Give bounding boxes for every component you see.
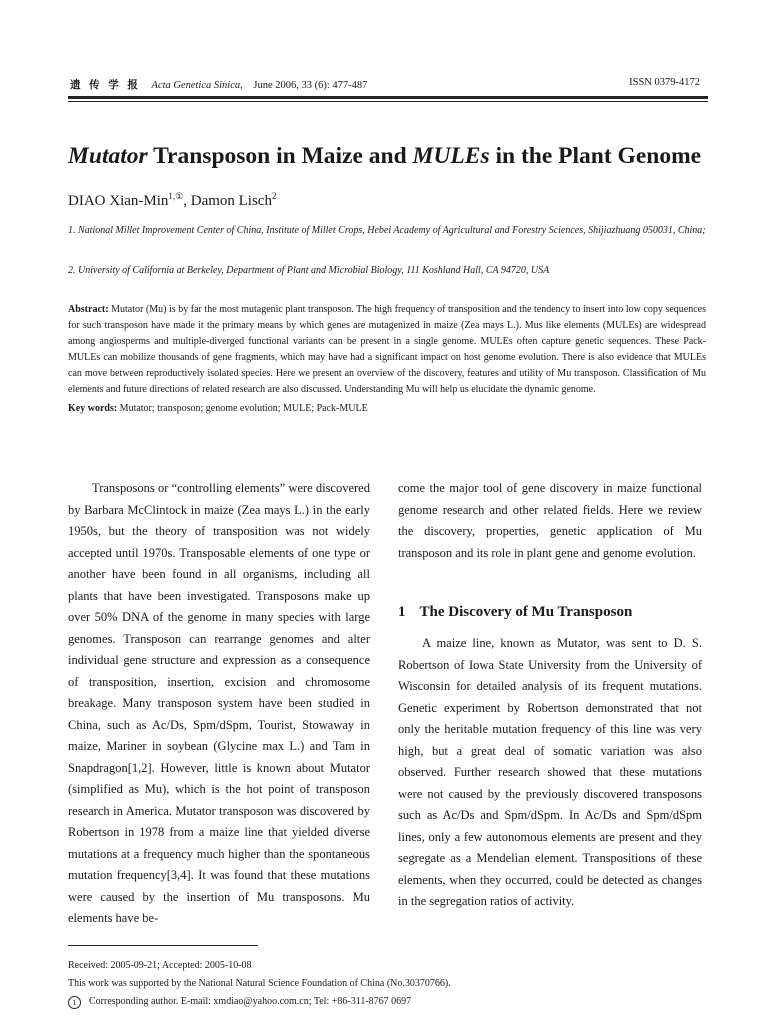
abstract-label: Abstract:	[68, 304, 109, 315]
section-paragraph: A maize line, known as Mutator, was sent to D. S. Robertson of Iowa State University from the University of Wisconsin for detailed analysis of its frequent mutations. Genetic experiment by Robertson demonstrated that not only the heritable mutation frequency of this line was very high, but a great deal of somatic variation was also observed. Further research showed that these mutations were not caused by the previously discovered transposons such as Ac/Ds and Spm/dSpm. In Ac/Ds and Spm/dSpm lines, only a few autonomous elements are present and they segregate as a Mendelian element. Transpositions of these elements, when they occurred, could be detected as changes in the segregation ratios of activity.	[398, 636, 702, 908]
author-affiliation-marker: 1,①	[168, 191, 184, 201]
footnote-marker: 1	[68, 996, 81, 1009]
author-name: Damon Lisch	[190, 193, 272, 209]
body-left-column: Transposons or “controlling elements” were discovered by Barbara McClintock in maize (Zea mays L.) in the early 1950s, but the theory of transposition was not widely accepted until 1970s. Transposable elements of one type or another have been found in all organisms, including all plants that have been investigated. Transposons make up over 50% DNA of the genome in many species with large genomes. Transposon can rearrange genomes and alter individual gene structure and expression as a consequence of transposition, insertion, excision and chromosome breakage. Many transposon system have been studied in China, such as Ac/Ds, Spm/dSpm, Tourist, Stowaway in maize, Mariner in soybean (Glycine max L.) and Tam in Snapdragon[1,2]. However, little is known about Mutator (simplified as Mu), which is the hot point of transposon research in America. Mutator transposon was discovered by Robertson in 1978 from a maize line that yielded diverse mutations at a frequency much higher than the spontaneous mutation frequency[3,4]. It was found that these mutations were caused by the insertion of Mu transposons. Mu elements have be-	[68, 481, 370, 925]
funding-note: This work was supported by the National Natural Science Foundation of China (No.30370766).	[68, 978, 451, 989]
issue-info: June 2006, 33 (6): 477-487	[253, 80, 368, 91]
section-heading	[398, 604, 632, 621]
header-rule-thin	[68, 101, 708, 102]
author-list: DIAO Xian-Min$^{1,①}$, Damon Lisch$^2$	[68, 191, 277, 209]
journal-name-chinese: 遗 传 学 报	[70, 80, 141, 91]
abstract	[68, 302, 706, 399]
running-header	[70, 77, 367, 92]
section-title: The Discovery of Mu Transposon	[419, 604, 633, 620]
author-name: DIAO Xian-Min	[68, 193, 169, 209]
header-rule	[68, 96, 708, 99]
section-number: 1	[398, 604, 406, 620]
keywords-text: Mutator; transposon; genome evolution; MULE; Pack-MULE	[117, 403, 368, 414]
abstract-text: Mutator (Mu) is by far the most mutagenic plant transposon. The high frequency of transposition and the tendency to insert into low copy sequences for such transposon have made it the primary means by which genes are mutagenized in maize (Zea mays L.). Mus like elements (MULEs) are widespread among angiosperms and multiple-diverged functional variants can be present in a single genome. MULEs often capture genetic sequences. These Pack-MULEs can mobilize thousands of gene fragments, which may have had a significant impact on host genome evolution. There is also evidence that MULEs can move between reproductively isolated species. Here we present an overview of the discovery, features and utility of Mu transposon. Classification of Mu elements and future directions of related research are also discussed. Understanding Mu will help us elucidate the dynamic genome.	[68, 304, 706, 396]
issn: ISSN 0379-4172	[629, 77, 700, 88]
affiliation: 1. National Millet Improvement Center of China, Institute of Millet Crops, Hebei Academy of Agricultural and Forestry Sciences, Shijiazhuang 050031, China;	[68, 225, 706, 236]
affiliation: 2. University of California at Berkeley, Department of Plant and Microbial Biology, 111 Koshland Hall, CA 94720, USA	[68, 265, 550, 276]
keywords-label: Key words:	[68, 403, 118, 414]
author-affiliation-marker: 2	[271, 191, 277, 201]
journal-name-english: Acta Genetica Sinica,	[151, 80, 243, 91]
paper-title: Mutator Transposon in Maize and MULEs in the Plant Genome	[68, 143, 702, 169]
keywords	[68, 401, 706, 417]
footnote-rule	[68, 945, 258, 946]
corresponding-author: 1 Corresponding author. E-mail: xmdiao@yahoo.com.cn; Tel: +86-311-8767 0697	[68, 996, 411, 1009]
body-right-column-intro: come the major tool of gene discovery in maize functional genome research and other related fields. Here we review the discovery, properties, genetic application of Mu transposon and its role in plant gene and genome evolution.	[398, 481, 702, 560]
received-date: Received: 2005-09-21; Accepted: 2005-10-08	[68, 960, 252, 971]
